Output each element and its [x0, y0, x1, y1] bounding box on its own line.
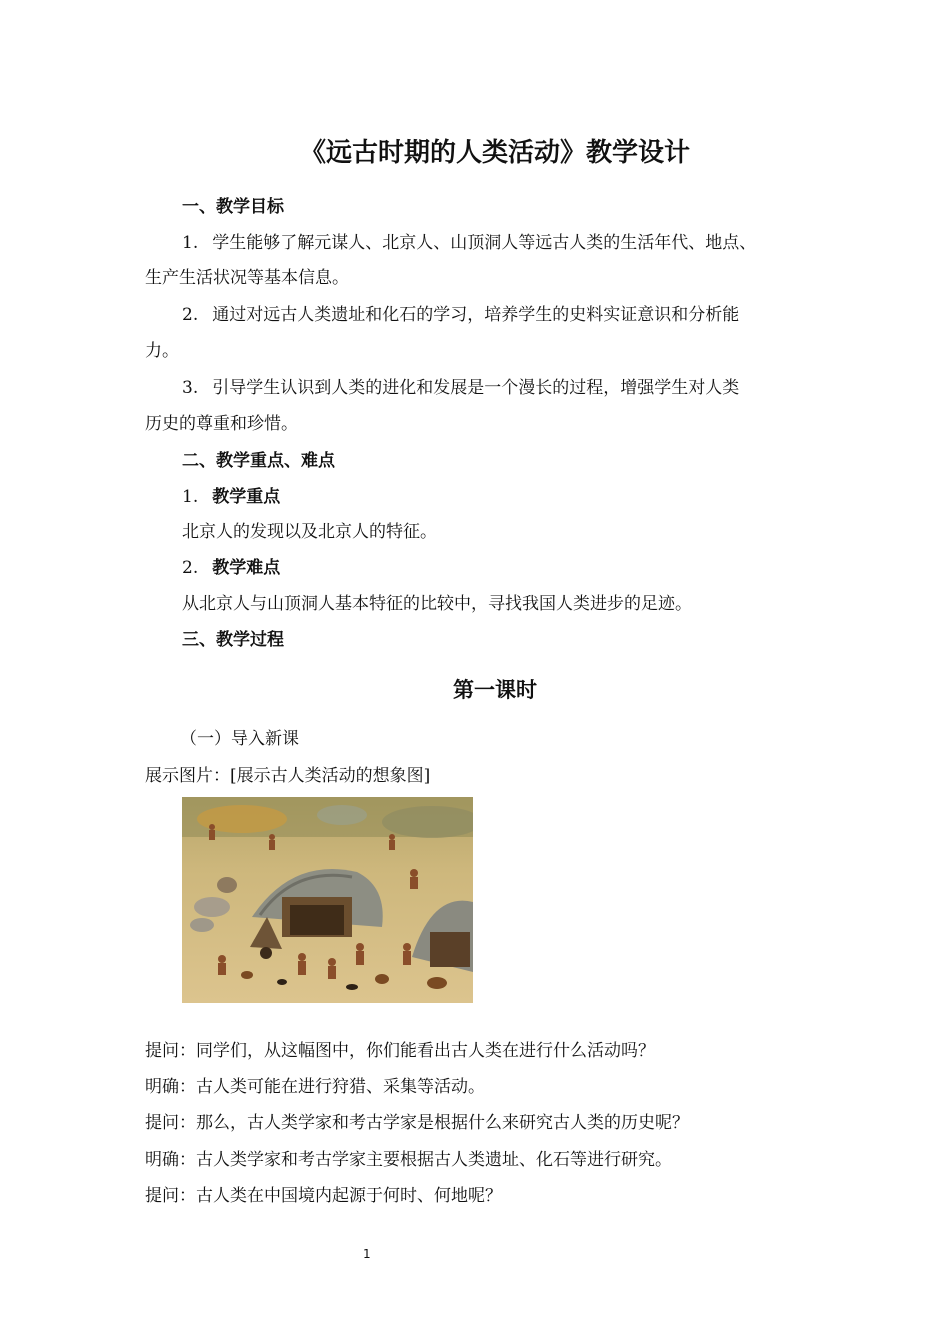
goal-3-number: 3. — [182, 378, 199, 398]
goal-3-line-1 — [182, 376, 739, 400]
goal-2-text: 通过对远古人类遗址和化石的学习，培养学生的史料实证意识和分析能 — [212, 305, 740, 325]
goal-2-line-1 — [182, 303, 739, 327]
dialogue-line-5: 提问：古人类在中国境内起源于何时、何地呢？ — [145, 1186, 502, 1206]
show-image-text: 展示图片：[展示古人类活动的想象图] — [145, 766, 431, 786]
section-heading-process: 三、教学过程 — [182, 630, 284, 650]
key-point-heading — [182, 485, 280, 509]
difficulty-text: 从北京人与山顶洞人基本特征的比较中，寻找我国人类进步的足迹。 — [182, 594, 692, 614]
dialogue-line-1: 提问：同学们，从这幅图中，你们能看出古人类在进行什么活动吗？ — [145, 1041, 655, 1061]
dialogue-line-4: 明确：古人类学家和考古学家主要根据古人类遗址、化石等进行研究。 — [145, 1150, 672, 1170]
page-number: 1 — [363, 1247, 371, 1261]
goal-1-line-1 — [182, 231, 756, 255]
key-point-label: 教学重点 — [212, 487, 281, 507]
key-point-number: 1. — [182, 487, 199, 507]
section-heading-key-points: 二、教学重点、难点 — [182, 451, 335, 471]
lesson-title: 第一课时 — [453, 678, 537, 702]
intro-heading: （一）导入新课 — [180, 729, 299, 749]
goal-3-line-2: 历史的尊重和珍惜。 — [145, 414, 298, 434]
difficulty-label: 教学难点 — [212, 558, 281, 578]
difficulty-heading — [182, 556, 280, 580]
goal-3-text: 引导学生认识到人类的进化和发展是一个漫长的过程，增强学生对人类 — [212, 378, 740, 398]
page-title: 《远古时期的人类活动》教学设计 — [300, 138, 691, 168]
key-point-text: 北京人的发现以及北京人的特征。 — [182, 522, 437, 542]
section-heading-goals: 一、教学目标 — [182, 197, 284, 217]
dialogue-line-3: 提问：那么，古人类学家和考古学家是根据什么来研究古人类的历史呢？ — [145, 1113, 689, 1133]
goal-1-text: 学生能够了解元谋人、北京人、山顶洞人等远古人类的生活年代、地点、 — [212, 233, 757, 253]
goal-1-number: 1. — [182, 233, 199, 253]
goal-1-line-2: 生产生活状况等基本信息。 — [145, 268, 349, 288]
prehistoric-village-illustration — [182, 797, 473, 1003]
dialogue-line-2: 明确：古人类可能在进行狩猎、采集等活动。 — [145, 1077, 485, 1097]
goal-2-number: 2. — [182, 305, 199, 325]
goal-2-line-2: 力。 — [145, 341, 179, 361]
difficulty-number: 2. — [182, 558, 199, 578]
